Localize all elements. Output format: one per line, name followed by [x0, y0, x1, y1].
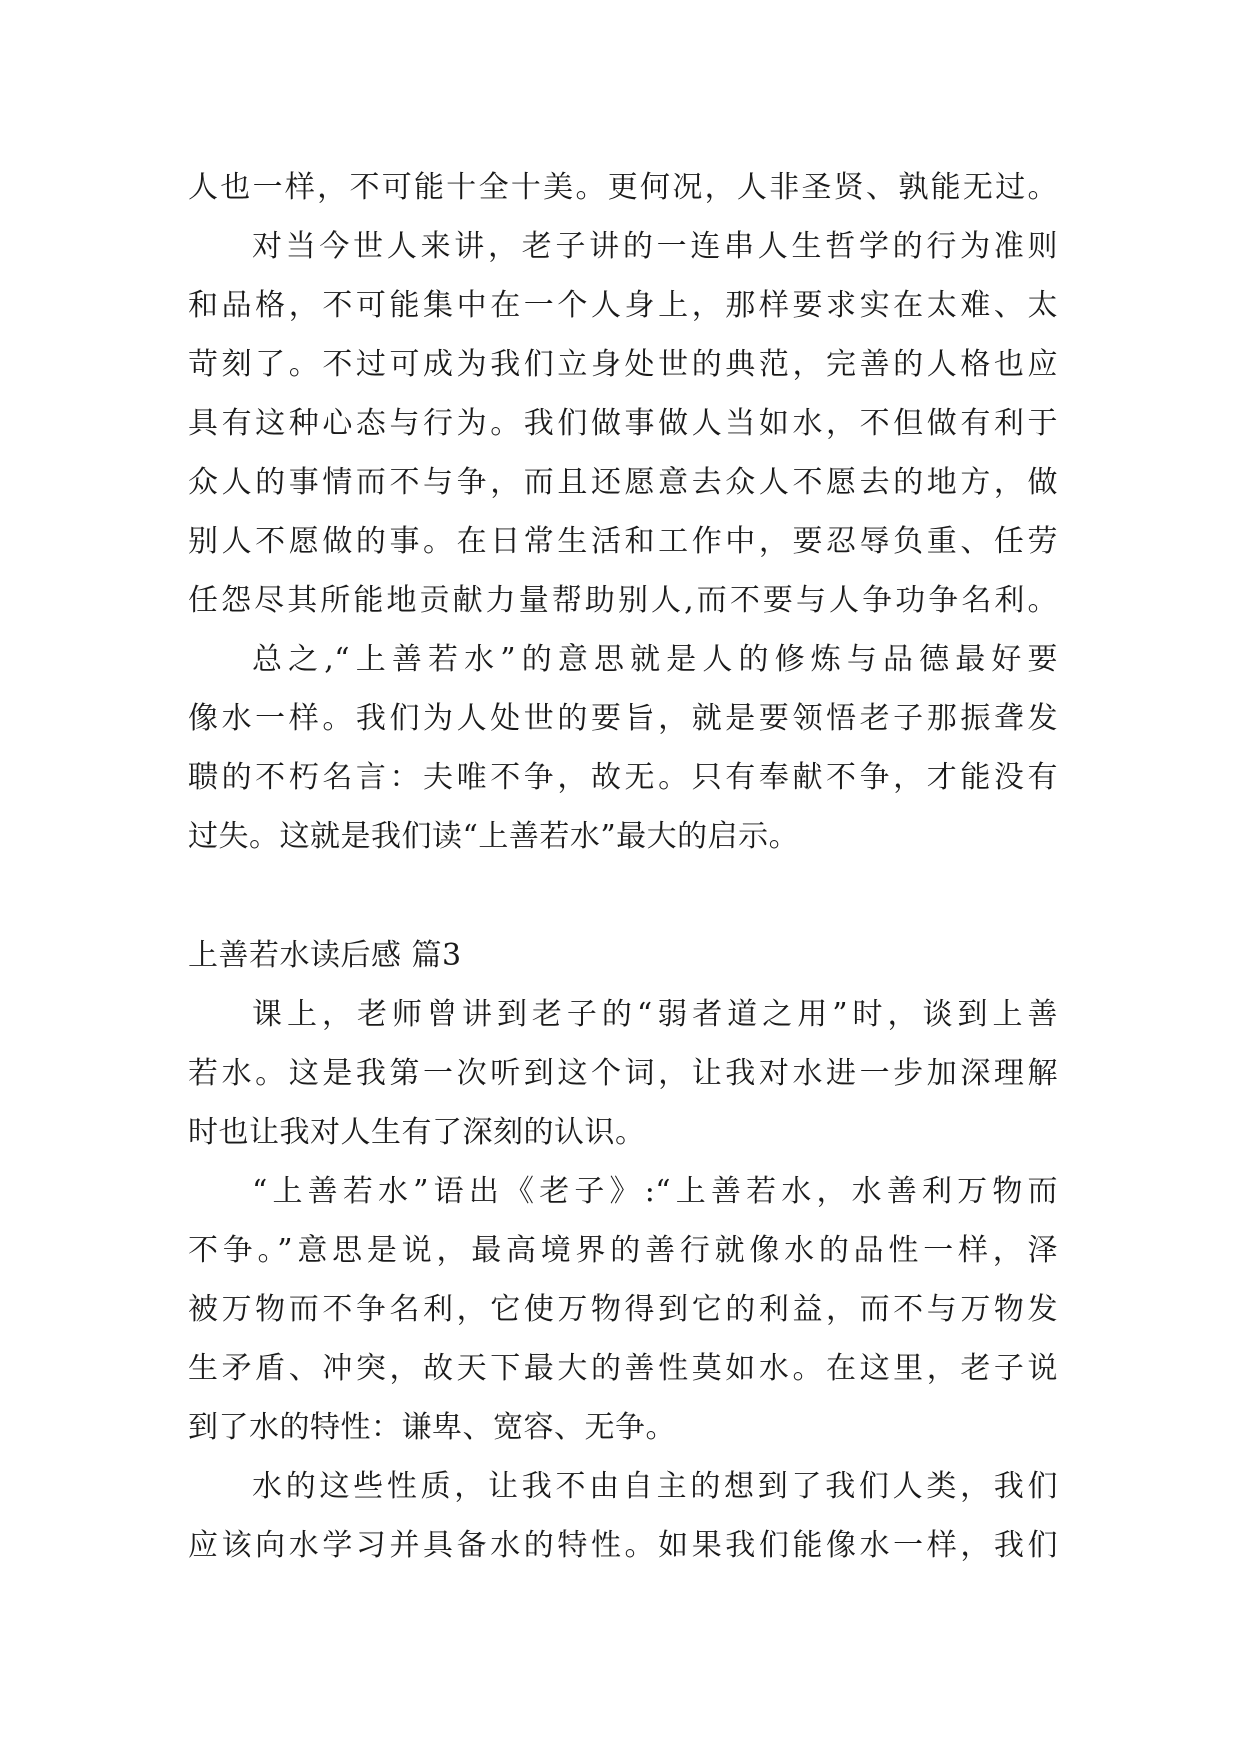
text-line: 对当今世人来讲，老子讲的一连串人生哲学的行为准则 [252, 229, 1058, 264]
text-line: 任怨尽其所能地贡献力量帮助别人,而不要与人争功争名利。 [188, 583, 1058, 618]
text-line: 聩的不朽名言：夫唯不争，故无。只有奉献不争，才能没有 [188, 760, 1058, 795]
paragraph-quote [188, 1162, 1058, 1457]
section-title: 上善若水读后感 篇3 [188, 938, 462, 973]
text-line: 课上，老师曾讲到老子的“弱者道之用”时，谈到上善 [252, 997, 1058, 1032]
paragraph-continuation [188, 158, 1058, 217]
text-line: 别人不愿做的事。在日常生活和工作中，要忍辱负重、任劳 [188, 524, 1058, 559]
paragraph-standards [188, 217, 1058, 630]
text-line: 不争。”意思是说，最高境界的善行就像水的品性一样，泽 [188, 1233, 1058, 1268]
paragraph-water-nature [188, 1457, 1058, 1575]
section-spacer [188, 866, 1058, 926]
text-line: 众人的事情而不与争，而且还愿意去众人不愿去的地方，做 [188, 465, 1058, 500]
text-line: 生矛盾、冲突，故天下最大的善性莫如水。在这里，老子说 [188, 1351, 1058, 1386]
text-line: 和品格，不可能集中在一个人身上，那样要求实在太难、太 [188, 288, 1058, 323]
paragraph-class-intro [188, 985, 1058, 1162]
paragraph-conclusion [188, 630, 1058, 866]
text-line: 总之,“上善若水”的意思就是人的修炼与品德最好要 [252, 642, 1058, 677]
text-line: 人也一样，不可能十全十美。更何况，人非圣贤、孰能无过。 [188, 170, 1058, 205]
text-line: 像水一样。我们为人处世的要旨，就是要领悟老子那振聋发 [188, 701, 1058, 736]
document-body [188, 158, 1058, 1575]
text-line: “上善若水”语出《老子》:“上善若水，水善利万物而 [252, 1174, 1058, 1209]
text-line: 应该向水学习并具备水的特性。如果我们能像水一样，我们 [188, 1528, 1058, 1563]
text-line: 被万物而不争名利，它使万物得到它的利益，而不与万物发 [188, 1292, 1058, 1327]
text-line: 具有这种心态与行为。我们做事做人当如水，不但做有利于 [188, 406, 1058, 441]
text-line: 水的这些性质，让我不由自主的想到了我们人类，我们 [252, 1469, 1058, 1504]
text-line: 苛刻了。不过可成为我们立身处世的典范，完善的人格也应 [188, 347, 1058, 382]
text-line: 过失。这就是我们读“上善若水”最大的启示。 [188, 819, 800, 854]
text-line: 到了水的特性：谦卑、宽容、无争。 [188, 1410, 676, 1445]
text-line: 若水。这是我第一次听到这个词，让我对水进一步加深理解 [188, 1056, 1058, 1091]
text-line: 时也让我对人生有了深刻的认识。 [188, 1115, 646, 1150]
